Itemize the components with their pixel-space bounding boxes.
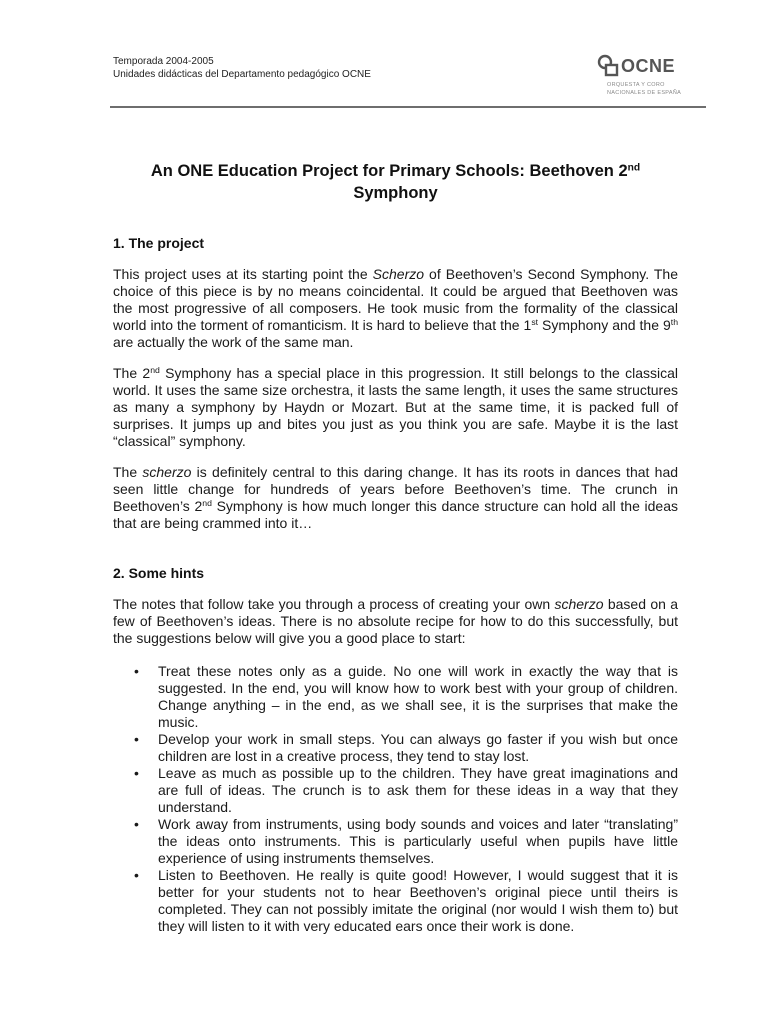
paragraph [113,464,678,532]
emphasis: scherzo [554,596,604,612]
bullet-icon: • [134,663,139,679]
list-item [113,731,678,765]
section-heading-project: 1. The project [113,235,205,251]
header-department: Unidades didácticas del Departamento pedagógico OCNE [113,69,371,80]
text: is definitely central to this daring change. It has its roots in dances that had seen little change for hundreds of years before Beethoven’s time. The crunch in Beethoven’s 2 [113,464,679,514]
text: based on a few of Beethoven’s ideas. There is no absolute recipe for how to do this successfully, but the suggestions below will give you a good place to start: [113,596,678,646]
list-item-text: Work away from instruments, using body sounds and voices and later “translating” the ideas onto instruments. This is particularly useful when pupils have little experience of using instruments themselves. [158,816,678,866]
list-item [113,816,678,867]
bullet-icon: • [134,867,139,883]
logo-subtitle [607,81,681,97]
list-item-text: Leave as much as possible up to the children. They have great imaginations and are full of ideas. The crunch is to ask them for these ideas in a way that they understand. [158,765,678,815]
emphasis: Scherzo [372,266,425,282]
text: The [113,464,143,480]
list-item-text: Treat these notes only as a guide. No one will work in exactly the way that is suggested. In the end, you will know how to work best with your group of children. Change anything – in the end, as we shall see, it is the surprises that make the music. [158,663,678,730]
title-ordinal: nd [627,162,641,174]
ordinal: st [531,317,539,328]
paragraph [113,365,678,450]
title-text-line2: Symphony [353,184,438,202]
ocne-logo [597,52,682,104]
emphasis: scherzo [142,464,192,480]
text: are actually the work of the same man. [113,334,354,350]
logo-wordmark: OCNE [621,56,676,76]
paragraph [113,596,678,647]
page-header [113,55,371,81]
logo-subtitle-line1: ORQUESTA Y CORO [607,82,665,88]
ordinal: nd [202,498,212,509]
list-item [113,663,678,731]
document-title [113,160,678,204]
ocne-logo-mark-icon [597,54,621,78]
list-item [113,765,678,816]
text: The 2 [113,365,151,381]
list-item [113,867,678,935]
bullet-icon: • [134,731,139,747]
list-item-text: Listen to Beethoven. He really is quite good! However, I would suggest that it is better for your students not to hear Beethoven’s original piece until theirs is completed. They can not possibly imitate the original (nor would I wish them to) but they will listen to it with very educated ears once their work is done. [158,867,678,934]
text: Symphony has a special place in this progression. It still belongs to the classical world. It uses the same size orchestra, it lasts the same length, it uses the same structures as many a symphony by Haydn or Mozart. But at the same time, it is packed full of surprises. It jumps up and bites you just as you think you are safe. Maybe it is the last “classical” symphony. [113,365,678,449]
text: This project uses at its starting point the [113,266,373,282]
text: Symphony is how much longer this dance structure can hold all the ideas that are being crammed into it… [113,498,679,531]
text: Symphony and the 9 [538,317,671,333]
bullet-icon: • [134,816,139,832]
text: of Beethoven’s Second Symphony. The choice of this piece is by no means coincidental. It could be argued that Beethoven was the most progressive of all composers. He took music from the formality of the classical world into the torment of romanticism. It is hard to believe that the 1 [113,266,678,333]
text: The notes that follow take you through a process of creating your own [113,596,555,612]
hints-list [113,663,678,935]
title-text: An ONE Education Project for Primary Schools: Beethoven 2 [150,162,628,180]
bullet-icon: • [134,765,139,781]
ordinal: nd [150,365,160,376]
paragraph [113,266,678,351]
logo-subtitle-line2: NACIONALES DE ESPAÑA [607,90,682,96]
header-season: Temporada 2004-2005 [113,56,214,67]
header-divider [110,106,706,108]
section-heading-hints: 2. Some hints [113,565,205,581]
list-item-text: Develop your work in small steps. You can always go faster if you wish but once children are lost in a creative process, they tend to stay lost. [158,731,678,764]
ordinal: th [670,317,679,328]
